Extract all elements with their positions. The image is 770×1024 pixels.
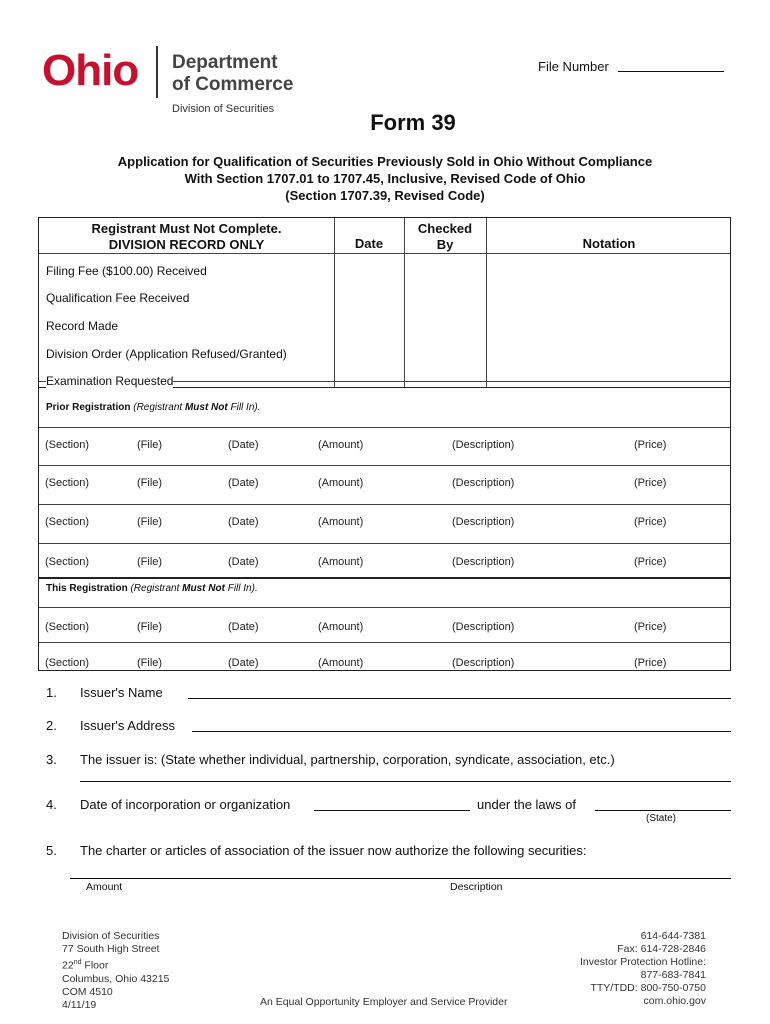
section-note: (Registrant (130, 583, 183, 594)
reg-cell-description[interactable]: (Description) (452, 439, 515, 451)
record-header-col1 (39, 221, 334, 253)
header-checked-by (404, 221, 486, 253)
footer-address (62, 930, 169, 1012)
q2-number: 2. (46, 718, 57, 733)
securities-field[interactable] (70, 878, 731, 879)
reg-cell-file[interactable]: (File) (137, 516, 163, 528)
reg-cell-date[interactable]: (Date) (228, 621, 259, 633)
q5-label: The charter or articles of association of the issuer now authorize the following securities: (80, 843, 587, 858)
q1-number: 1. (46, 685, 57, 700)
footer-line: 4/11/19 (62, 998, 97, 1011)
q3-label: The issuer is: (State whether individual, partnership, corporation, syndicate, association, etc.) (80, 752, 615, 767)
section-label: Prior Registration (46, 402, 131, 413)
application-title (0, 153, 770, 204)
record-row: Filing Fee ($100.00) Received (46, 264, 207, 278)
reg-cell-section[interactable]: (Section) (45, 516, 90, 528)
footer-line: 77 South High Street (62, 943, 160, 955)
reg-cell-file[interactable]: (File) (137, 621, 163, 633)
footer-link[interactable]: com.ohio.gov (643, 995, 706, 1007)
row-divider (39, 607, 730, 608)
prior-registration-heading (46, 402, 261, 413)
reg-cell-file[interactable]: (File) (137, 657, 163, 669)
floor-word: Floor (84, 959, 109, 972)
footer-line: COM 4510 (62, 985, 113, 998)
reg-cell-amount[interactable]: (Amount) (318, 516, 364, 528)
file-number-field[interactable] (618, 71, 724, 72)
reg-cell-file[interactable]: (File) (137, 556, 163, 568)
reg-cell-file[interactable]: (File) (137, 439, 163, 451)
reg-cell-price[interactable]: (Price) (634, 657, 667, 669)
logo-divider (156, 46, 158, 98)
footer-line (62, 956, 169, 973)
reg-cell-section[interactable]: (Section) (45, 439, 90, 451)
floor-suffix: nd (73, 959, 82, 966)
division-name: Division of Securities (172, 103, 275, 115)
header-notation: Notation (582, 236, 636, 251)
app-title-line3: (Section 1707.39, Revised Code) (285, 188, 485, 203)
record-row: Qualification Fee Received (46, 291, 190, 305)
header-date: Date (354, 236, 384, 251)
this-registration-heading (46, 583, 258, 594)
q5-number: 5. (46, 843, 57, 858)
reg-cell-description[interactable]: (Description) (452, 477, 515, 489)
q3-number: 3. (46, 752, 57, 767)
reg-cell-amount[interactable]: (Amount) (318, 657, 364, 669)
q4-label: Date of incorporation or organization (80, 797, 291, 812)
reg-cell-section[interactable]: (Section) (45, 657, 90, 669)
section-note: (Registrant (133, 402, 185, 413)
reg-cell-section[interactable]: (Section) (45, 621, 90, 633)
dept-line1: Department (172, 52, 278, 73)
reg-cell-date[interactable]: (Date) (228, 477, 259, 489)
app-title-line2: With Section 1707.01 to 1707.45, Inclusive, Revised Code of Ohio (184, 171, 586, 186)
row-divider (39, 427, 730, 428)
ohio-logo: Ohio (42, 46, 139, 95)
reg-cell-description[interactable]: (Description) (452, 621, 515, 633)
table-divider (39, 253, 730, 254)
record-row: Division Order (Application Refused/Granted) (46, 347, 287, 361)
record-row: Record Made (46, 319, 119, 333)
floor-number: 22 (62, 959, 74, 972)
q4-number: 4. (46, 797, 57, 812)
reg-cell-section[interactable]: (Section) (45, 477, 90, 489)
reg-cell-amount[interactable]: (Amount) (318, 556, 364, 568)
footer-line: Division of Securities (62, 930, 160, 942)
reg-cell-section[interactable]: (Section) (45, 556, 90, 568)
reg-cell-price[interactable]: (Price) (634, 477, 667, 489)
reg-cell-price[interactable]: (Price) (634, 439, 667, 451)
row-divider (39, 465, 730, 466)
footer-line: Columbus, Ohio 43215 (62, 972, 170, 985)
reg-cell-amount[interactable]: (Amount) (318, 477, 364, 489)
section-note-bold: Must Not (184, 402, 228, 413)
amount-caption: Amount (86, 881, 123, 893)
section-note: Fill In). (224, 583, 258, 594)
reg-cell-amount[interactable]: (Amount) (318, 439, 364, 451)
q4-laws-label: under the laws of (477, 797, 577, 812)
description-caption: Description (450, 881, 503, 893)
row-divider (39, 543, 730, 544)
footer-contacts (580, 930, 706, 1008)
reg-cell-file[interactable]: (File) (137, 477, 163, 489)
division-record-table (38, 217, 731, 388)
footer-line: 614-644-7381 (640, 930, 706, 942)
header-text: By (436, 237, 454, 252)
reg-cell-description[interactable]: (Description) (452, 556, 515, 568)
dept-line2: of Commerce (172, 74, 294, 95)
q2-label: Issuer's Address (80, 718, 175, 733)
section-note: Fill In). (227, 402, 261, 413)
issuer-address-field[interactable] (192, 731, 731, 732)
file-number-label: File Number (538, 59, 609, 74)
state-field[interactable] (595, 810, 731, 811)
footer-line: TTY/TDD: 800-750-0750 (590, 982, 706, 994)
footer-line: Fax: 614-728-2846 (617, 943, 706, 955)
reg-cell-amount[interactable]: (Amount) (318, 621, 364, 633)
issuer-type-field[interactable] (80, 781, 731, 782)
q1-label: Issuer's Name (80, 685, 163, 700)
app-title-line1: Application for Qualification of Securities Previously Sold in Ohio Without Compliance (117, 154, 653, 169)
reg-cell-date[interactable]: (Date) (228, 556, 259, 568)
reg-cell-date[interactable]: (Date) (228, 516, 259, 528)
reg-cell-date[interactable]: (Date) (228, 439, 259, 451)
reg-cell-description[interactable]: (Description) (452, 657, 515, 669)
incorporation-date-field[interactable] (314, 810, 470, 811)
record-row: Examination Requested (46, 374, 174, 388)
row-divider (39, 642, 730, 643)
header-text: Checked (417, 221, 473, 236)
header-text: Registrant Must Not Complete. (91, 221, 282, 236)
section-label: This Registration (46, 583, 128, 594)
footer-line: 877-683-7841 (640, 969, 706, 981)
section-note-bold: Must Not (182, 583, 225, 594)
form-title: Form 39 (370, 110, 456, 135)
reg-cell-date[interactable]: (Date) (228, 657, 259, 669)
row-divider (39, 504, 730, 505)
footer-line: Investor Protection Hotline: (579, 956, 706, 968)
reg-cell-price[interactable]: (Price) (634, 556, 667, 568)
reg-cell-price[interactable]: (Price) (634, 516, 667, 528)
issuer-name-field[interactable] (188, 698, 731, 699)
reg-cell-description[interactable]: (Description) (452, 516, 515, 528)
reg-cell-price[interactable]: (Price) (634, 621, 667, 633)
footer-equal-opportunity: An Equal Opportunity Employer and Service Provider (260, 996, 508, 1008)
header-text: DIVISION RECORD ONLY (108, 237, 265, 252)
state-caption: (State) (646, 813, 677, 824)
